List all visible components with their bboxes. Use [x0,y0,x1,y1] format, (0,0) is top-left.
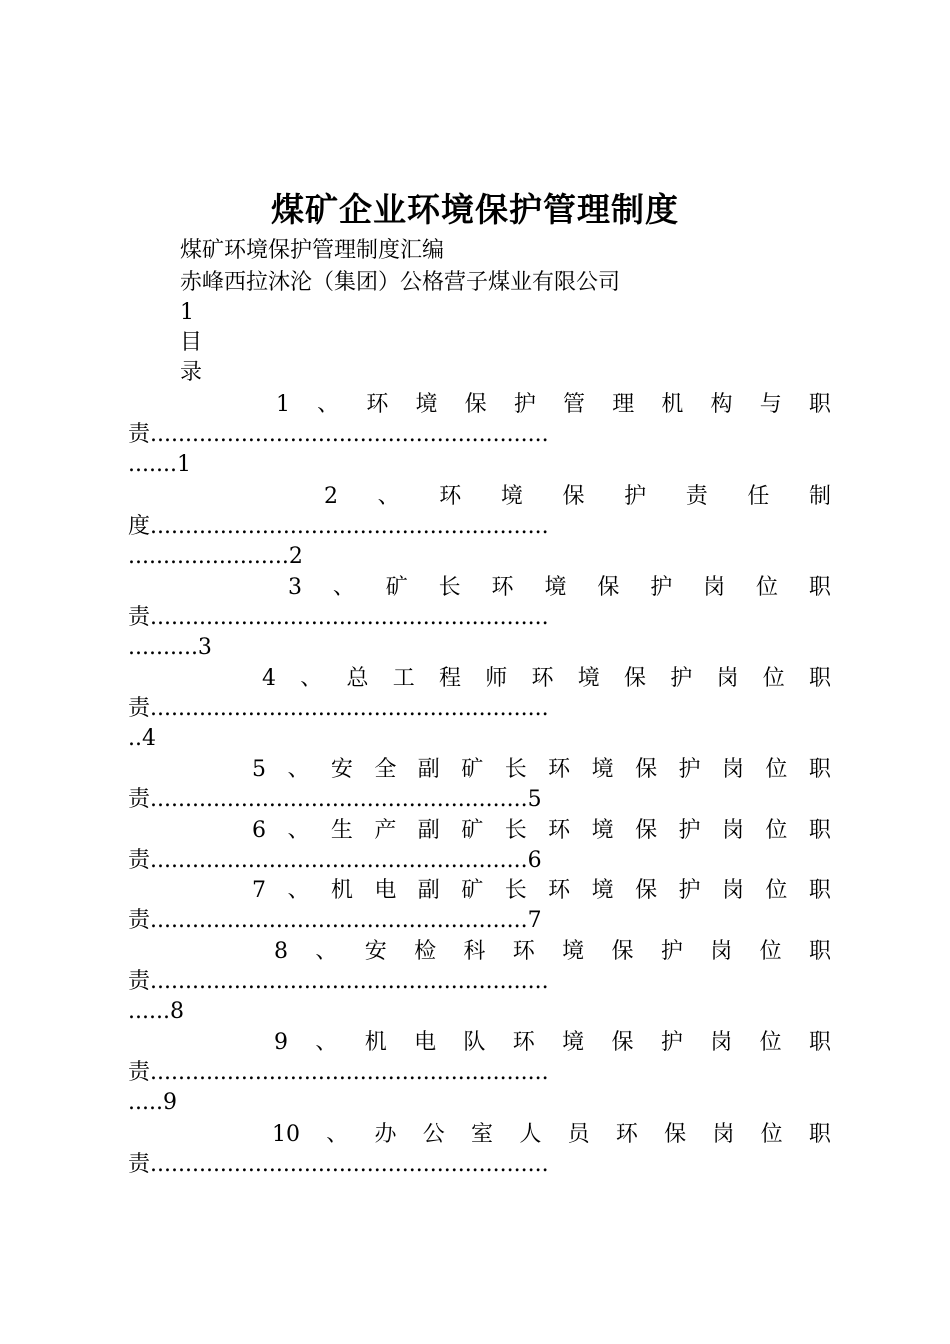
toc-entry-page: ......8 [128,999,184,1024]
toc-heading-char: 机 [330,878,353,903]
toc-heading-char: 位 [760,1122,783,1147]
toc-heading-char: 、 [315,1030,338,1055]
toc-heading-char: 境 [562,1030,585,1055]
toc-heading-char: 与 [759,392,782,417]
toc-heading-char: 环 [548,757,571,782]
toc-entry-leader: 度......................................................... [128,514,549,539]
toc-heading-char: 职 [808,939,831,964]
toc-heading-char: 位 [759,1030,782,1055]
toc-heading-char: 护 [678,818,701,843]
toc-heading-char: 6 [252,818,266,843]
toc-heading-char: 程 [438,666,461,691]
toc-entry-heading [128,482,831,512]
toc-heading-char: 生 [330,818,353,843]
toc-entry-leader: 责......................................................6 [128,848,542,873]
toc-heading-char: 8 [274,939,288,964]
toc-heading-char: 产 [374,818,397,843]
toc-entry-5 [128,755,831,815]
toc-heading-char: 保 [464,392,487,417]
toc-entry-2 [128,482,831,572]
toc-entry-10 [128,1120,831,1180]
toc-entry-page: .......1 [128,452,191,477]
toc-entry-8 [128,937,831,1027]
toc-heading-char: 职 [808,757,831,782]
toc-label-mu: 目 [180,330,203,355]
toc-entry-heading [128,1028,831,1058]
toc-heading-char: 机 [364,1030,387,1055]
toc-heading-char: 境 [591,757,614,782]
toc-heading-char: 护 [660,939,683,964]
toc-heading-char: 3 [288,575,302,600]
toc-entry-7 [128,876,831,936]
toc-heading-char: 总 [346,666,369,691]
toc-heading-char: 环 [366,392,389,417]
toc-heading-char: 、 [287,818,310,843]
company-name: 赤峰西拉沐沦（集团）公格营子煤业有限公司 [180,270,621,295]
toc-entry-leader: 责......................................................... [128,605,549,630]
toc-heading-char: 电 [374,878,397,903]
toc-heading-char: 工 [392,666,415,691]
toc-entry-page: .......................2 [128,544,303,569]
toc-entry-heading [128,664,831,694]
toc-entry-heading [128,390,831,420]
toc-heading-char: 、 [287,878,310,903]
toc-heading-char: 职 [808,1122,831,1147]
toc-heading-char: 制 [808,484,831,509]
toc-heading-char: 护 [670,666,693,691]
toc-heading-char: 保 [597,575,620,600]
toc-entry-heading [128,573,831,603]
toc-heading-char: 检 [414,939,437,964]
toc-heading-char: 境 [577,666,600,691]
toc-heading-char: 、 [287,757,310,782]
toc-heading-char: 位 [765,818,788,843]
toc-heading-char: 环 [512,939,535,964]
toc-heading-char: 责 [685,484,708,509]
toc-heading-char: 任 [747,484,770,509]
toc-entry-leader: 责......................................................... [128,1060,549,1085]
toc-heading-char: 境 [562,939,585,964]
toc-heading-char: 位 [756,575,779,600]
toc-entry-page: ..........3 [128,635,212,660]
toc-heading-char: 副 [417,878,440,903]
toc-entry-heading [128,1120,831,1150]
toc-heading-char: 环 [548,878,571,903]
toc-heading-char: 岗 [703,575,726,600]
toc-heading-char: 矿 [461,878,484,903]
toc-heading-char: 机 [661,392,684,417]
toc-entry-leader: 责......................................................5 [128,787,542,812]
toc-entry-1 [128,390,831,480]
toc-heading-char: 位 [759,939,782,964]
toc-entry-heading [128,816,831,846]
toc-heading-char: 环 [491,575,514,600]
toc-entry-6 [128,816,831,876]
toc-heading-char: 护 [624,484,647,509]
toc-heading-char: 全 [374,757,397,782]
document-subtitle: 煤矿环境保护管理制度汇编 [180,238,445,263]
toc-entry-heading [128,937,831,967]
toc-heading-char: 长 [504,818,527,843]
toc-heading-char: 岗 [721,757,744,782]
toc-heading-char: 环 [615,1122,638,1147]
toc-heading-char: 保 [562,484,585,509]
toc-entry-4 [128,664,831,754]
toc-heading-char: 保 [611,939,634,964]
toc-entry-page: ..4 [128,726,156,751]
toc-entry-leader: 责......................................................... [128,422,549,447]
toc-heading-char: 矿 [461,757,484,782]
toc-heading-char: 员 [567,1122,590,1147]
toc-heading-char: 安 [364,939,387,964]
toc-heading-char: 、 [332,575,355,600]
toc-heading-char: 护 [660,1030,683,1055]
toc-heading-char: 公 [422,1122,445,1147]
toc-heading-char: 环 [439,484,462,509]
toc-heading-char: 、 [317,392,340,417]
toc-heading-char: 矿 [461,818,484,843]
toc-entry-leader: 责......................................................... [128,1152,549,1177]
toc-heading-char: 长 [438,575,461,600]
toc-heading-char: 4 [262,666,276,691]
toc-heading-char: 保 [664,1122,687,1147]
toc-heading-char: 职 [808,666,831,691]
toc-heading-char: 环 [531,666,554,691]
toc-heading-char: 护 [513,392,536,417]
toc-entry-3 [128,573,831,663]
toc-heading-char: 岗 [716,666,739,691]
toc-heading-char: 保 [611,1030,634,1055]
toc-heading-char: 长 [504,757,527,782]
toc-heading-char: 职 [808,392,831,417]
toc-heading-char: 5 [252,757,266,782]
toc-heading-char: 岗 [710,1030,733,1055]
toc-heading-char: 岗 [721,818,744,843]
toc-heading-char: 安 [330,757,353,782]
toc-heading-char: 环 [512,1030,535,1055]
toc-entry-9 [128,1028,831,1118]
toc-heading-char: 、 [377,484,400,509]
toc-entry-page: .....9 [128,1090,177,1115]
toc-heading-char: 岗 [712,1122,735,1147]
toc-entry-heading [128,876,831,906]
toc-heading-char: 9 [274,1030,288,1055]
toc-heading-char: 境 [591,818,614,843]
document-title: 煤矿企业环境保护管理制度 [271,190,679,229]
toc-heading-char: 境 [544,575,567,600]
toc-heading-char: 护 [678,878,701,903]
toc-heading-char: 境 [415,392,438,417]
toc-heading-char: 构 [710,392,733,417]
toc-heading-char: 、 [315,939,338,964]
page-number: 1 [180,300,194,325]
toc-heading-char: 2 [324,484,338,509]
toc-heading-char: 1 [276,392,290,417]
toc-heading-char: 人 [519,1122,542,1147]
toc-heading-char: 职 [808,818,831,843]
toc-heading-char: 境 [500,484,523,509]
toc-heading-char: 岗 [710,939,733,964]
toc-heading-char: 环 [548,818,571,843]
toc-heading-char: 电 [414,1030,437,1055]
toc-entry-heading [128,755,831,785]
toc-heading-char: 境 [591,878,614,903]
toc-heading-char: 队 [463,1030,486,1055]
toc-heading-char: 职 [808,1030,831,1055]
toc-heading-char: 办 [374,1122,397,1147]
toc-heading-char: 护 [650,575,673,600]
toc-heading-char: 理 [612,392,635,417]
toc-entry-leader: 责......................................................7 [128,908,542,933]
toc-heading-char: 位 [762,666,785,691]
toc-heading-char: 10 [272,1122,300,1147]
toc-entry-leader: 责......................................................... [128,696,549,721]
toc-heading-char: 科 [463,939,486,964]
toc-heading-char: 岗 [721,878,744,903]
toc-heading-char: 矿 [385,575,408,600]
toc-heading-char: 长 [504,878,527,903]
toc-heading-char: 保 [635,757,658,782]
toc-label-lu: 录 [180,360,203,385]
toc-heading-char: 护 [678,757,701,782]
toc-heading-char: 保 [635,818,658,843]
toc-heading-char: 、 [300,666,323,691]
toc-heading-char: 保 [623,666,646,691]
toc-heading-char: 保 [635,878,658,903]
toc-heading-char: 7 [252,878,266,903]
toc-heading-char: 管 [563,392,586,417]
toc-heading-char: 职 [808,575,831,600]
toc-heading-char: 副 [417,757,440,782]
toc-heading-char: 副 [417,818,440,843]
toc-heading-char: 师 [485,666,508,691]
toc-heading-char: 室 [471,1122,494,1147]
toc-entry-leader: 责......................................................... [128,969,549,994]
toc-heading-char: 位 [765,757,788,782]
toc-heading-char: 、 [326,1122,349,1147]
toc-heading-char: 职 [808,878,831,903]
toc-heading-char: 位 [765,878,788,903]
